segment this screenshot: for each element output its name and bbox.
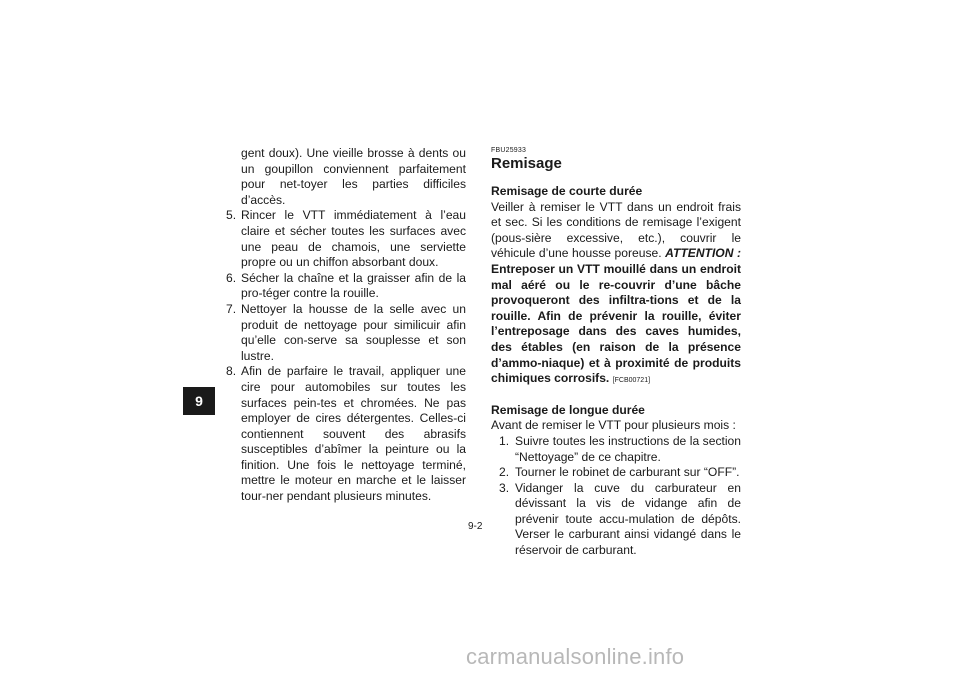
list-item-number: 1.	[499, 433, 510, 448]
list-item	[226, 302, 466, 364]
list-item-number: 5.	[226, 208, 237, 223]
list-item-number: 3.	[499, 480, 510, 495]
page-number: 9-2	[468, 521, 483, 532]
list-item-text: Rincer le VTT immédiatement à l’eau claire et sécher toutes les surfaces avec une peau de chamois, une serviette propre ou un chiffon absorbant doux.	[241, 208, 466, 270]
subsection-heading-short-term: Remisage de courte durée	[491, 184, 643, 198]
spacer	[491, 389, 741, 403]
list-item-number: 6.	[226, 270, 237, 285]
list-item	[226, 271, 466, 302]
watermark: carmanualsonline.info	[466, 644, 685, 669]
list-item-text: Nettoyer la housse de la selle avec un produit de nettoyage pour similicuir afin qu’elle con-serve sa souplesse et son lustre.	[241, 301, 466, 363]
attention-text: Entreposer un VTT mouillé dans un endroit mal aéré ou le re-couvrir d’une bâche provoqueront des infiltra-tions et de la rouille. Afin de prévenir la rouille, éviter l’entreposage dans des caves humides, des étables (en raison de la présence d’ammo-niaque) et à proximité de produits chimiques corrosifs.	[491, 261, 741, 386]
reference-code: [FCB00721]	[612, 377, 651, 385]
list-item-number: 8.	[226, 364, 237, 379]
list-item	[226, 208, 466, 270]
chapter-tab: 9	[183, 387, 215, 415]
list-item-number: 2.	[499, 465, 510, 480]
list-item-text: Vidanger la cuve du carburateur en dévissant la vis de vidange afin de prévenir toute accu-mulation de dépôts. Verser le carburant ainsi vidangé dans le réservoir de carburant.	[515, 480, 741, 558]
list-item-text: Afin de parfaire le travail, appliquer une cire pour automobiles sur toutes les surfaces pein-tes et chromées. Ne pas employer de cires détergentes. Celles-ci contiennent souvent des abrasifs susceptibles d’abîmer la peinture ou la finition. Une fois le nettoyage terminé, mettre le moteur en marche et le laisser tour-ner pendant plusieurs minutes.	[241, 364, 466, 504]
list-item	[491, 434, 741, 465]
list-item	[491, 465, 741, 481]
short-term-paragraph	[491, 200, 741, 389]
list-item	[226, 364, 466, 504]
list-item-text: Suivre toutes les instructions de la section “Nettoyage” de ce chapitre.	[515, 433, 741, 464]
right-column	[491, 146, 741, 559]
list-item-text: Sécher la chaîne et la graisser afin de la pro-téger contre la rouille.	[241, 270, 466, 301]
subsection-heading-long-term: Remisage de longue durée	[491, 402, 645, 417]
continuation-text: gent doux). Une vieille brosse à dents ou un goupillon conviennent parfaitement pour net-toyer les parties difficiles d’accès.	[241, 146, 466, 207]
short-term-text: Veiller à remiser le VTT dans un endroit frais et sec. Si les conditions de remisage l’exigent (pous-sière excessive, etc.), couvrir le véhicule d’une housse poreuse.	[491, 199, 741, 261]
section-code: FBU25933	[491, 147, 527, 154]
long-term-intro: Avant de remiser le VTT pour plusieurs mois :	[491, 418, 736, 433]
list-item-text: Tourner le robinet de carburant sur “OFF”.	[515, 465, 740, 480]
attention-label: ATTENTION :	[665, 246, 741, 261]
list-item-number: 7.	[226, 301, 237, 316]
section-title: Remisage	[491, 155, 562, 172]
left-column	[226, 146, 466, 505]
list-item	[491, 481, 741, 559]
